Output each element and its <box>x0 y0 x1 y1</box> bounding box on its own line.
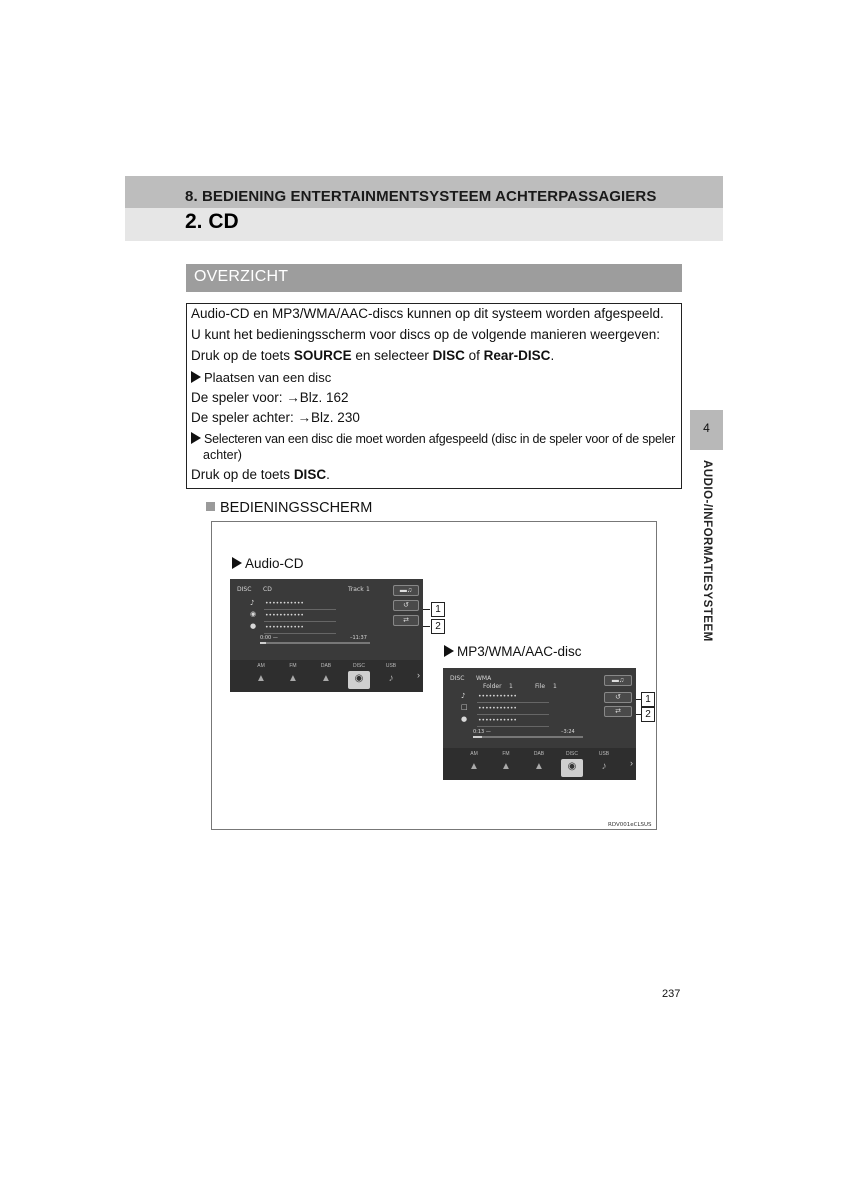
overview-box <box>186 303 682 489</box>
progress-track[interactable] <box>473 736 583 738</box>
overview-title: OVERZICHT <box>194 268 289 285</box>
text: MP3/WMA/AAC-disc <box>457 644 582 659</box>
triangle-bullet-icon <box>191 432 201 444</box>
music-note-icon[interactable]: ♪ <box>601 761 607 772</box>
source-am-label: AM <box>470 751 478 757</box>
divider <box>264 621 336 622</box>
repeat-button[interactable]: ↺ <box>604 692 632 703</box>
track-row-3: ••••••••••• <box>478 717 517 724</box>
divider <box>264 609 336 610</box>
divider <box>477 714 549 715</box>
rear-disc-key: Rear-DISC <box>483 348 551 363</box>
repeat-button[interactable]: ↺ <box>393 600 419 611</box>
source-usb-label: USB <box>385 663 397 669</box>
folder-value: 1 <box>509 683 513 690</box>
callout-2: 2 <box>431 619 445 634</box>
antenna-icon[interactable]: ▲ <box>256 673 266 684</box>
overview-band <box>186 264 682 292</box>
music-note-icon: ♪ <box>250 599 255 607</box>
disc-key: DISC <box>293 467 327 482</box>
divider <box>477 726 549 727</box>
folder-icon: □ <box>461 703 468 711</box>
text: Plaatsen van een disc <box>204 370 332 385</box>
overview-line-6: De speler achter: →Blz. 230 <box>191 410 360 425</box>
track-row-3: ••••••••••• <box>265 624 304 631</box>
artist-icon: ● <box>461 715 468 723</box>
track-value: 1 <box>366 586 370 593</box>
track-row-1: ••••••••••• <box>265 600 304 607</box>
section-title: 2. CD <box>185 210 239 233</box>
progress-fill <box>473 736 482 738</box>
chapter-title: 8. BEDIENING ENTERTAINMENTSYSTEEM ACHTERPASSAGIERS <box>185 188 657 205</box>
text: Druk op de toets <box>191 348 294 363</box>
callout-leader <box>423 626 430 627</box>
overview-line-4 <box>191 370 331 385</box>
source-usb-label: USB <box>598 751 610 757</box>
source-bar <box>230 660 423 692</box>
callout-leader <box>423 609 430 610</box>
source-key: SOURCE <box>293 348 352 363</box>
text: Selecteren van een disc die moet worden afgespeeld (disc in de speler voor of de speler <box>204 432 676 446</box>
track-row-2: ••••••••••• <box>478 705 517 712</box>
triangle-bullet-icon <box>444 645 454 657</box>
text: en selecteer <box>351 348 433 363</box>
overview-line-3 <box>191 348 554 363</box>
disc-icon: ◉ <box>250 610 257 618</box>
figure-label-cd <box>232 556 304 571</box>
figure-label-mp3 <box>444 644 582 659</box>
overview-line-8 <box>191 467 330 482</box>
text: Audio-CD <box>245 556 304 571</box>
time-elapsed: 0:13 — <box>473 729 491 735</box>
source-am-label: AM <box>257 663 265 669</box>
subheading <box>206 500 372 516</box>
volume-headphone-button[interactable]: ▬♫ <box>393 585 419 596</box>
antenna-icon[interactable]: ▲ <box>501 761 511 772</box>
chapter-header <box>125 176 723 241</box>
callout-1: 1 <box>431 602 445 617</box>
text: Druk op de toets <box>191 467 294 482</box>
track-row-2: ••••••••••• <box>265 612 304 619</box>
source-disc-label: DISC <box>566 751 578 757</box>
antenna-icon[interactable]: ▲ <box>534 761 544 772</box>
text: . <box>326 467 330 482</box>
overview-line-1: Audio-CD en MP3/WMA/AAC-discs kunnen op dit systeem worden afgespeeld. <box>191 306 664 321</box>
time-elapsed: 0:00 — <box>260 635 278 641</box>
chapter-side-label <box>694 460 720 640</box>
overview-line-5: De speler voor: →Blz. 162 <box>191 390 349 405</box>
source-bar <box>443 748 636 780</box>
mp3-screen <box>443 668 636 780</box>
disc-icon: ◉ <box>354 673 364 684</box>
time-total: –11:37 <box>350 635 367 641</box>
source-dab-label: DAB <box>533 751 545 757</box>
source-disc-label: DISC <box>353 663 365 669</box>
disc-type: CD <box>263 586 272 593</box>
square-bullet-icon <box>206 502 215 511</box>
chapter-tab-number: 4 <box>703 421 710 435</box>
antenna-icon[interactable]: ▲ <box>469 761 479 772</box>
file-label: File <box>535 683 546 690</box>
divider <box>264 633 336 634</box>
mode-label: DISC <box>237 586 252 593</box>
cd-screen <box>230 579 423 692</box>
time-total: –3:24 <box>561 729 575 735</box>
chapter-tab <box>690 410 723 450</box>
source-dab-label: DAB <box>320 663 332 669</box>
music-note-icon: ♪ <box>461 692 466 700</box>
overview-line-7b: achter) <box>203 448 242 462</box>
file-value: 1 <box>553 683 557 690</box>
disc-icon: ◉ <box>567 761 577 772</box>
artist-icon: ● <box>250 622 257 630</box>
overview-line-2: U kunt het bedieningsscherm voor discs op de volgende manieren weergeven: <box>191 327 661 342</box>
triangle-bullet-icon <box>232 557 242 569</box>
mode-label: DISC <box>450 675 465 682</box>
folder-label: Folder <box>483 683 502 690</box>
music-note-icon[interactable]: ♪ <box>388 673 394 684</box>
text: of <box>464 348 484 363</box>
chapter-side-text: AUDIO-/INFORMATIESYSTEEM <box>701 460 713 642</box>
callout-2: 2 <box>641 707 655 722</box>
track-label: Track <box>348 586 364 593</box>
page-number: 237 <box>662 988 681 1000</box>
screen-figure <box>211 521 657 830</box>
disc-type: WMA <box>476 675 492 682</box>
text: . <box>550 348 555 363</box>
shuffle-button[interactable]: ⇄ <box>393 615 419 626</box>
chevron-right-icon[interactable]: › <box>417 670 420 680</box>
shuffle-button[interactable]: ⇄ <box>604 706 632 717</box>
triangle-bullet-icon <box>191 371 201 383</box>
subheading-text: BEDIENINGSSCHERM <box>220 500 373 516</box>
source-fm-label: FM <box>502 751 510 757</box>
volume-headphone-button[interactable]: ▬♫ <box>604 675 632 686</box>
antenna-icon[interactable]: ▲ <box>288 673 298 684</box>
figure-code: RDV001eCLSUS <box>608 822 652 828</box>
overview-line-7 <box>191 432 675 446</box>
source-fm-label: FM <box>289 663 297 669</box>
divider <box>477 702 549 703</box>
antenna-icon[interactable]: ▲ <box>321 673 331 684</box>
disc-key: DISC <box>432 348 465 363</box>
chevron-right-icon[interactable]: › <box>630 758 633 768</box>
progress-track[interactable] <box>260 642 370 644</box>
callout-1: 1 <box>641 692 655 707</box>
progress-fill <box>260 642 266 644</box>
track-row-1: ••••••••••• <box>478 693 517 700</box>
